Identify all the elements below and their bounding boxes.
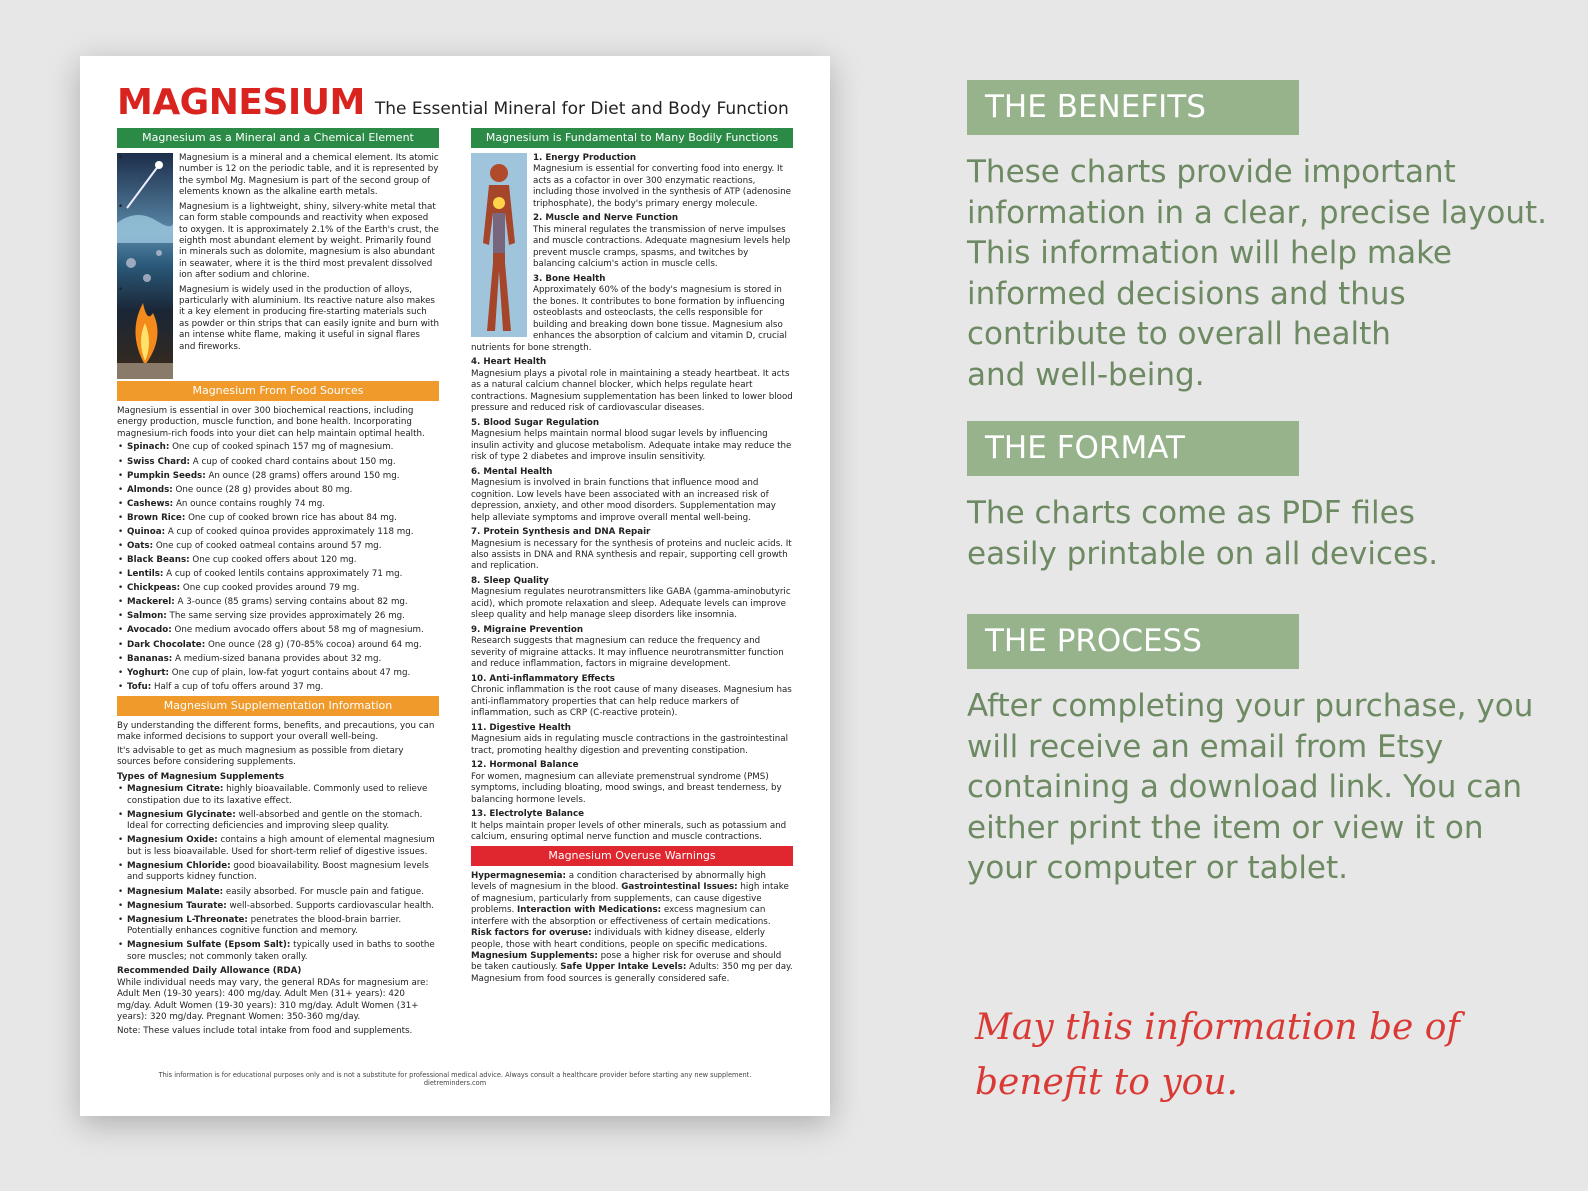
human-body-illustration-icon [471,153,527,337]
food-item-label: Tofu: [127,681,152,692]
food-item-label: Black Beans: [127,555,190,566]
overuse-detail: a condition characterised by abnormally high levels of magnesium in the blood. [471,870,766,893]
food-item-text: One cup of plain, low-fat yogurt contains about 47 mg. [171,667,411,678]
function-title: 2. Muscle and Nerve Function [533,213,679,224]
supplement-type-item-label: Magnesium Citrate: [127,784,224,795]
food-item-text: One cup cooked offers about 120 mg. [192,555,357,566]
food-item [127,583,439,594]
overuse-label: Hypermagnesemia: [471,870,566,881]
food-item-label: Oats: [127,541,154,551]
function-title: 7. Protein Synthesis and DNA Repair [471,527,651,538]
function-text: Magnesium is essential for converting food into energy. It acts as a cofactor in over 300 enzymatic reactions, including those involved in the synthesis of ATP (adenosine triphosphate), the body's primary energy molecule. [533,164,791,209]
food-item-text: Half a cup of tofu offers around 37 mg. [153,681,324,692]
function-title: 9. Migraine Prevention [471,624,584,635]
function-title: 6. Mental Health [471,466,553,477]
food-item-text: A cup of cooked lentils contains approximately 71 mg. [166,569,403,580]
supplement-type-item-text: well-absorbed. Supports cardiovascular health. [229,900,435,911]
food-item [127,499,439,510]
supplement-type-item [127,887,439,898]
supplement-type-item [127,835,439,858]
food-item-label: Avocado: [127,625,172,636]
function-text: Magnesium aids in regulating muscle contractions in the gastrointestinal tract, promoting healthy digestion and preventing constipation. [471,734,788,756]
food-item-text: One cup of cooked oatmeal contains around 57 mg. [155,541,382,551]
overuse-detail: pose a higher risk for overuse and should be taken cautiously. [471,951,782,973]
section-header-functions: Magnesium is Fundamental to Many Bodily Functions [471,128,793,148]
sheet-footer [80,1071,830,1088]
food-item [127,513,439,524]
food-item [127,668,439,679]
sheet-subtitle: The Essential Mineral for Diet and Body Function [374,99,789,119]
food-item-label: Spinach: [127,442,170,453]
benefits-text: These charts provide important information in a clear, precise layout. This information will help make informed decisions and thus contribute to overall health and well-being. [967,154,1548,393]
function-title: 12. Hormonal Balance [471,760,579,771]
overuse-label: Interaction with Medications: [517,905,662,916]
closing-message: May this information be of benefit to you. [975,1007,1460,1103]
food-item-label: Swiss Chard: [127,456,191,467]
function-text: Magnesium helps maintain normal blood sugar levels by influencing insulin activity and glucose metabolism. Adequate intake may reduce the risk of type 2 diabetes and improve insulin sensitivity. [471,429,792,463]
supplement-type-item [127,784,439,807]
supplement-type-item [127,810,439,833]
food-item [127,682,439,693]
overuse-detail: Adults: 350 mg per day. Magnesium from food sources is generally considered safe. [471,962,793,984]
food-list [117,442,439,693]
overuse-detail: excess magnesium can interfere with the absorption or effectiveness of certain medications. [471,905,771,927]
supplement-type-item-label: Magnesium Malate: [127,886,224,897]
function-title: 5. Blood Sugar Regulation [471,417,600,428]
food-item-text: A cup of cooked chard contains about 150 mg. [192,456,396,467]
food-item [127,471,439,482]
food-item-text: An ounce contains roughly 74 mg. [175,498,325,509]
function-title: 13. Electrolyte Balance [471,809,585,820]
supplement-type-item-text: penetrates the blood-brain barrier. Potentially enhances cognitive function and memory. [127,914,402,937]
chart-sheet [80,56,830,1116]
supplement-type-item-label: Magnesium Sulfate (Epsom Salt): [127,940,291,951]
supplement-types-list [117,784,439,963]
info-panel [967,80,1567,889]
rda-title: Recommended Daily Allowance (RDA) [117,966,302,977]
supplement-type-item-text: well-absorbed and gentle on the stomach. Ideal for correcting deficiencies and improving sleep quality. [127,809,423,832]
food-item [127,555,439,566]
food-item-text: A cup of cooked quinoa provides approximately 118 mg. [167,526,414,537]
format-header: THE FORMAT [967,421,1299,476]
food-item [127,640,439,651]
left-column [117,128,439,1039]
function-title: 8. Sleep Quality [471,575,549,586]
food-item [127,457,439,468]
function-text: Approximately 60% of the body's magnesium is stored in the bones. It contributes to bone formation by influencing osteoblasts and osteoclasts, the cells responsible for building and breaking down bone tissue. Magnesium also enhances the absorption of calcium and vitamin D, crucial nutrients for bone strength. [471,285,787,353]
format-text: The charts come as PDF files easily printable on all devices. [967,495,1439,572]
supplement-type-item [127,940,439,963]
mineral-bullet-2: • Magnesium is a lightweight, shiny, silvery-white metal that can form stable compounds and reactivity when exposed to oxygen. It is approximately 2.1% of the Earth's crust, the eighth most abundant element by weight. Primarily found in minerals such as dolomite, magnesium is also abundant in seawater, where it is the third most prevalent dissolved ion after sodium and chlorine. [127,202,439,282]
food-item-text: The same serving size provides approximately 26 mg. [169,611,405,622]
food-item-text: A medium-sized banana provides about 32 mg. [175,653,382,664]
food-item-text: One cup of cooked spinach 157 mg of magnesium. [172,442,394,453]
section-functions [471,153,793,844]
food-item-label: Bananas: [127,653,173,664]
food-item-label: Brown Rice: [127,512,186,523]
food-item [127,527,439,538]
food-item-label: Cashews: [127,498,174,509]
function-title: 3. Bone Health [533,273,606,284]
supplement-type-item-text: easily absorbed. For muscle pain and fatigue. [225,886,425,897]
food-item-text: One cup cooked provides around 79 mg. [182,583,360,594]
section-header-food: Magnesium From Food Sources [117,381,439,401]
food-item-text: A 3-ounce (85 grams) serving contains about 82 mg. [177,597,408,608]
process-text: After completing your purchase, you will receive an email from Etsy containing a download link. You can either print the item or view it on your computer or tablet. [967,688,1534,886]
function-text: For women, magnesium can alleviate premenstrual syndrome (PMS) symptoms, including bloating, mood swings, and breast tenderness, by balancing hormone levels. [471,771,782,805]
food-item [127,541,439,552]
overuse-label: Gastrointestinal Issues: [621,882,738,893]
process-header: THE PROCESS [967,614,1299,669]
overuse-label: Safe Upper Intake Levels: [560,962,687,973]
supplement-types-title: Types of Magnesium Supplements [117,771,285,782]
food-item-label: Yoghurt: [127,667,169,678]
benefits-header: THE BENEFITS [967,80,1299,135]
site-name: dietreminders.com [423,1079,487,1088]
food-item-text: One medium avocado offers about 58 mg of magnesium. [174,625,424,636]
food-item [127,569,439,580]
overuse-detail: high intake of magnesium, particularly from supplements, can cause digestive problems. [471,882,789,916]
sheet-title: MAGNESIUM [117,82,365,123]
supplement-type-item-text: highly bioavailable. Commonly used to relieve constipation due to its laxative effect. [127,784,428,806]
food-item-label: Dark Chocolate: [127,639,206,650]
function-title: 1. Energy Production [533,153,637,163]
overuse-text [471,871,793,986]
section-header-supplementation: Magnesium Supplementation Information [117,696,439,716]
overuse-label: Risk factors for overuse: [471,928,592,939]
rda-text: While individual needs may vary, the general RDAs for magnesium are: Adult Men (19-30 years): 400 mg/day. Adult Men (31+ years): 420 mg/day. Adult Women (19-30 years): 310 mg/day. Adult Women (31+ years): 320 mg/day. Pregnant Women: 350-360 mg/day. [117,977,429,1023]
function-text: Magnesium regulates neurotransmitters like GABA (gamma-aminobutyric acid), which promote relaxation and sleep. Adequate levels can improve sleep quality and help manage sleep disorders like insomnia. [471,587,791,621]
supplement-type-item [127,901,439,912]
supplement-type-item-label: Magnesium Oxide: [127,835,218,846]
function-text: Magnesium plays a pivotal role in maintaining a steady heartbeat. It acts as a natural calcium channel blocker, which helps regulate heart contractions. Magnesium supplementation has been linked to lower blood pressure and reduced risk of cardiovascular diseases. [471,368,793,414]
food-item [127,611,439,622]
supplement-type-item-text: good bioavailability. Boost magnesium levels and supports kidney function. [127,860,429,883]
supplement-intro: By understanding the different forms, benefits, and precautions, you can make informed decisions to support your overall well-being. [117,720,435,743]
supplement-type-item [127,915,439,938]
rda-note: Note: These values include total intake from food and supplements. [117,1025,413,1036]
function-text: This mineral regulates the transmission of nerve impulses and muscle contractions. Adequate magnesium levels help prevent muscle cramps, spasms, and twitches by balancing calcium's action in muscle cells. [533,224,791,270]
supplement-type-item [127,861,439,884]
supplement-type-item-label: Magnesium Glycinate: [127,809,236,820]
supplement-type-item-text: contains a high amount of elemental magnesium but is less bioavailable. Used for short-term relief of digestive issues. [127,835,435,857]
food-item-label: Almonds: [127,484,173,495]
food-item-text: One cup of cooked brown rice has about 84 mg. [188,512,397,523]
food-item-text: An ounce (28 grams) offers around 150 mg. [208,470,400,481]
food-item-label: Chickpeas: [127,583,181,594]
function-title: 4. Heart Health [471,357,547,368]
food-item [127,654,439,665]
function-text: It helps maintain proper levels of other minerals, such as potassium and calcium, ensuring optimal nerve function and muscle contractions. [471,820,787,843]
food-item-label: Pumpkin Seeds: [127,470,206,481]
supplement-type-item-label: Magnesium L-Threonate: [127,914,248,925]
function-text: Chronic inflammation is the root cause of many diseases. Magnesium has anti-inflammatory properties that can help reduce markers of inflammation, such as CRP (C-reactive protein). [471,685,792,719]
section-mineral [117,153,439,381]
food-item [127,485,439,496]
food-item [127,442,439,453]
supplement-advice: It's advisable to get as much magnesium as possible from dietary sources before considering supplements. [117,745,404,768]
section-header-overuse: Magnesium Overuse Warnings [471,846,793,866]
function-title: 10. Anti-inflammatory Effects [471,673,615,684]
food-item-label: Mackerel: [127,597,175,608]
food-item [127,625,439,636]
function-text: Magnesium is involved in brain functions that influence mood and cognition. Low levels have been associated with an increased risk of depression, anxiety, and other mood disorders. Supplementation may help alleviate symptoms and improve overall mental well-being. [471,478,776,523]
supplement-type-item-label: Magnesium Taurate: [127,900,227,911]
function-title: 11. Digestive Health [471,722,571,733]
supplement-type-item-text: typically used in baths to soothe sore muscles; not commonly taken orally. [127,940,435,962]
food-intro: Magnesium is essential in over 300 biochemical reactions, including energy production, muscle function, and bone health. Incorporating magnesium-rich foods into your diet can help maintain optimal health. [117,406,425,439]
food-item-label: Quinoa: [127,526,166,537]
sheet-title-row [117,82,793,122]
overuse-detail: individuals with kidney disease, elderly people, those with heart conditions, people on specific medications. [471,928,768,950]
supplement-type-item-label: Magnesium Chloride: [127,860,231,871]
food-item-label: Lentils: [127,569,164,580]
right-column [471,128,793,1039]
overuse-label: Magnesium Supplements: [471,951,598,961]
function-text: Research suggests that magnesium can reduce the frequency and severity of migraine attacks. It may influence neurotransmitter function and reduce inflammation, factors in migraine development. [471,636,784,670]
food-item-label: Salmon: [127,611,167,622]
food-item-text: One ounce (28 g) (70-85% cocoa) around 64 mg. [207,639,422,650]
function-text: Magnesium is necessary for the synthesis of proteins and nucleic acids. It also assists in DNA and RNA synthesis and repair, supporting cell growth and replication. [471,538,792,572]
food-item [127,597,439,608]
food-item-text: One ounce (28 g) provides about 80 mg. [175,484,353,495]
mineral-bullet-3: • Magnesium is widely used in the production of alloys, particularly with aluminium. Its reactive nature also makes it a key element in producing fire-starting materials such as powder or thin strips that can easily ignite and burn with an intense white flame, making it useful in signal flares and fireworks. [127,285,439,354]
disclaimer: This information is for educational purposes only and is not a substitute for professional medical advice. Always consult a healthcare provider before starting any new supplement. [158,1070,752,1079]
mineral-bullet-1: • Magnesium is a mineral and a chemical element. Its atomic number is 12 on the periodic table, and it is represented by the symbol Mg. Magnesium is part of the second group of elements known as the alkaline earth metals. [127,153,439,199]
section-header-mineral: Magnesium as a Mineral and a Chemical Element [117,128,439,148]
